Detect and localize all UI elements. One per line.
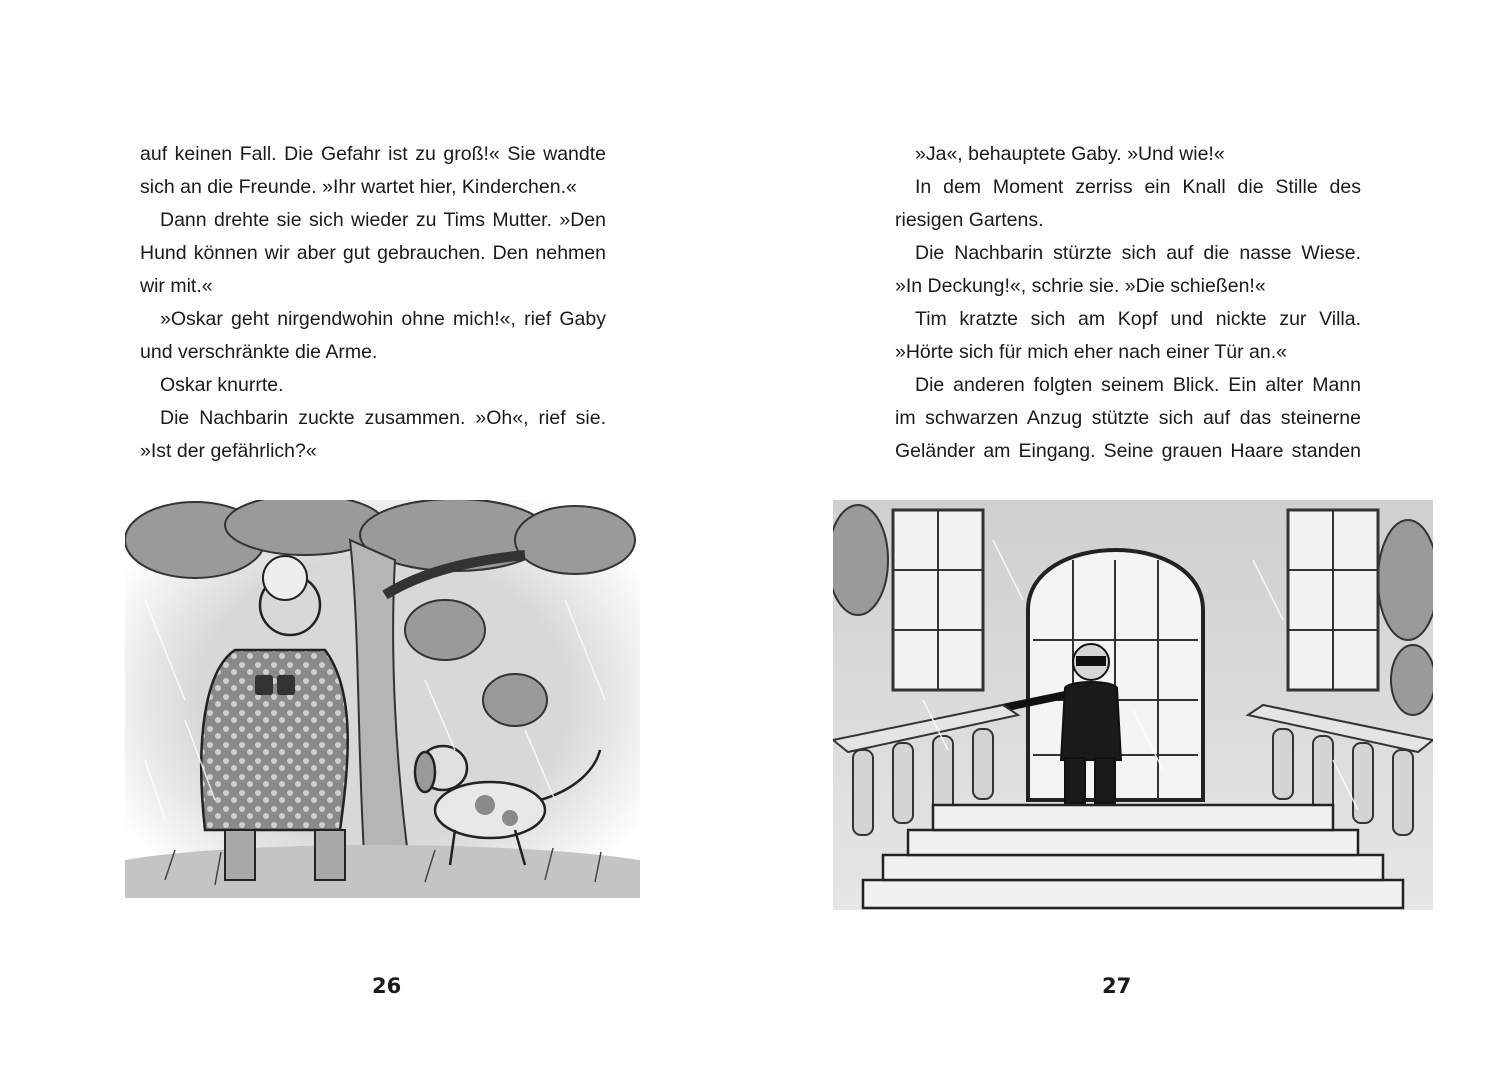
paragraph: Die anderen folgten seinem Blick. Ein alter Mann im schwarzen Anzug stützte sich auf das steinerne Geländer am Eingang. Seine grauen Haare standen [895,374,1361,462]
page-number: 27 [1102,974,1132,998]
left-page-text [140,138,606,468]
paragraph: »Ja«, behauptete Gaby. »Und wie!« [915,143,1225,165]
paragraph: Oskar knurrte. [160,374,284,396]
right-page [750,0,1500,1086]
paragraph: auf keinen Fall. Die Gefahr ist zu groß!« Sie wandte sich an die Freunde. »Ihr wartet hier, Kinderchen.« [140,143,606,198]
paragraph: Die Nachbarin stürzte sich auf die nasse Wiese. »In Deckung!«, schrie sie. »Die schießen!« [895,242,1361,297]
paragraph: Die Nachbarin zuckte zusammen. »Oh«, rief sie. »Ist der gefährlich?« [140,407,606,462]
paragraph: »Oskar geht nirgendwohin ohne mich!«, rief Gaby und verschränkte die Arme. [140,308,606,363]
illustration-neighbor-and-dog [125,500,640,898]
illustration-man-at-villa-entrance [833,500,1433,910]
paragraph: Dann drehte sie sich wieder zu Tims Mutter. »Den Hund können wir aber gut gebrauchen. Den nehmen wir mit.« [140,209,606,297]
paragraph: Tim kratzte sich am Kopf und nickte zur Villa. »Hörte sich für mich eher nach einer Tür an.« [895,308,1361,363]
right-page-text [895,138,1361,468]
page-number: 26 [372,974,402,998]
paragraph: In dem Moment zerriss ein Knall die Stille des riesigen Gartens. [895,176,1361,231]
